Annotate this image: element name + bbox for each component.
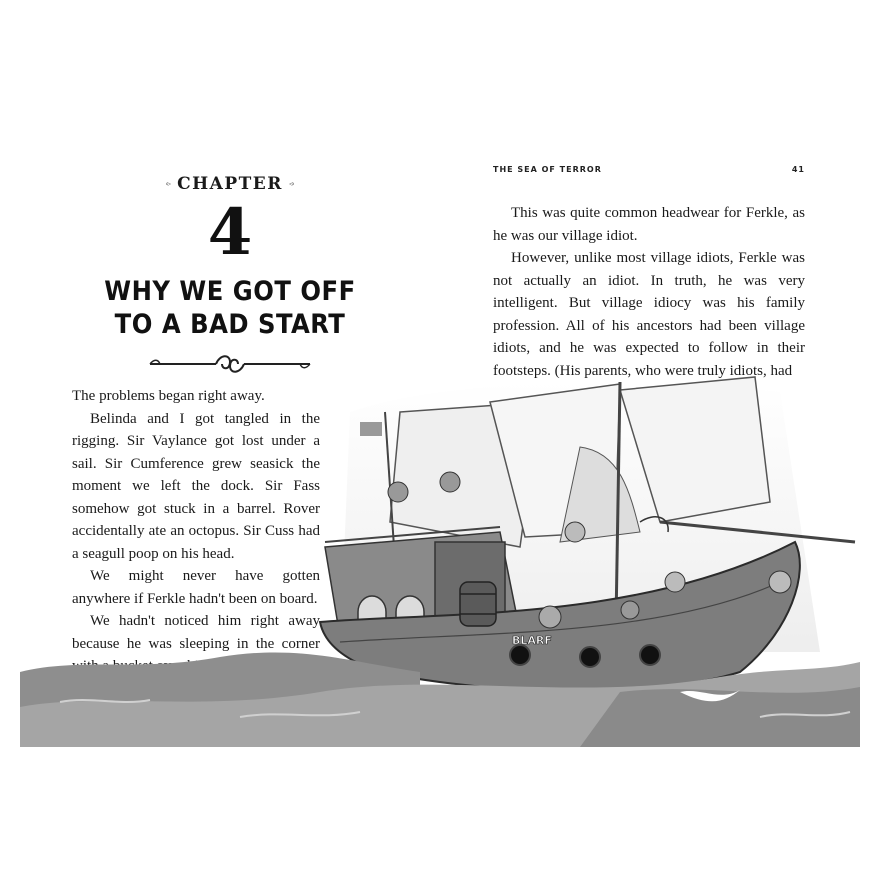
chapter-number: 4 (207, 195, 253, 270)
paragraph: We hadn't noticed him right away because he was sleeping in the corner (72, 613, 320, 652)
knight-figure (539, 606, 561, 628)
knight-figure (440, 472, 460, 492)
paragraph: This was quite common headwear for Ferkle, as he was our village idiot. (493, 205, 805, 244)
chapter-word: CHAPTER (177, 174, 283, 194)
porthole (640, 645, 660, 665)
running-head-title: THE SEA OF TERROR (493, 165, 602, 174)
chapter-label (165, 170, 295, 198)
knight-figure (388, 482, 408, 502)
paragraph: We might never have gotten anywhere if Ferkle hadn't been on board. (72, 568, 320, 607)
right-flourish-icon (289, 174, 295, 194)
chapter-title (100, 275, 360, 341)
knight-figure (665, 572, 685, 592)
ship-illustration (20, 372, 860, 747)
paragraph: The problems began right away. (72, 388, 265, 404)
barrel (460, 582, 496, 626)
octopus-figure (621, 601, 639, 619)
right-body-text (493, 202, 805, 382)
sound-effect-label: BLARF (512, 634, 552, 647)
paragraph: Belinda and I got tangled in the rigging. Sir Vaylance got lost under a sail. Sir Cumference grew seasick the moment we left the dock. Sir Fass somehow got stuck in a barrel. Rover accidentally ate an octopus. Sir Cuss had a seagull poop on his head. (72, 410, 320, 562)
porthole (580, 647, 600, 667)
chapter-title-line-1: WHY WE GOT OFF (104, 276, 356, 307)
running-head (493, 165, 805, 179)
flag (360, 422, 382, 436)
paragraph: However, unlike most village idiots, Ferkle was not actually an idiot. In truth, he was very intelligent. But village idiocy was his family profession. All of his ancestors had been village idiots, and he was expected to follow in their footsteps. (His parents, who were truly idiots, had (493, 250, 805, 379)
porthole (510, 645, 530, 665)
chapter-title-line-2: TO A BAD START (114, 309, 346, 340)
mermaid-figure (769, 571, 791, 593)
page-number: 41 (791, 165, 805, 174)
left-flourish-icon (165, 174, 171, 194)
knight-figure (565, 522, 585, 542)
